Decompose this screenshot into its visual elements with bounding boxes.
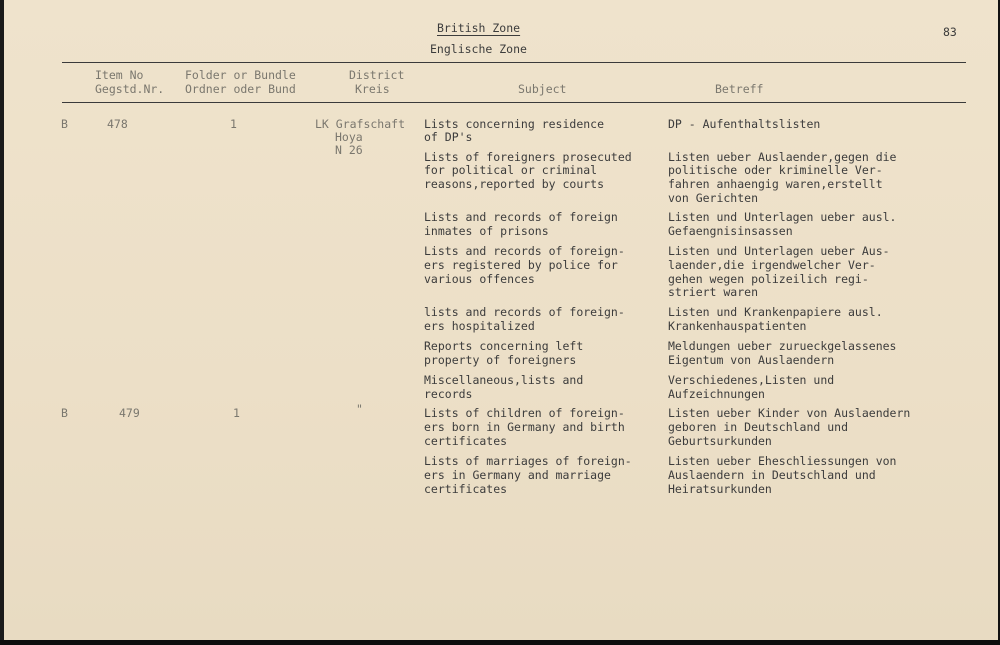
zone-title-en: British Zone bbox=[437, 21, 521, 35]
betreff-line: Listen ueber Auslaender,gegen die bbox=[668, 150, 897, 164]
district-line: Hoya bbox=[335, 130, 363, 144]
betreff-line: DP - Aufenthaltslisten bbox=[668, 117, 821, 131]
betreff-line: politische oder kriminelle Ver- bbox=[668, 163, 883, 177]
district-line: N 26 bbox=[335, 143, 363, 157]
col-item-en: Item No bbox=[95, 68, 144, 82]
subject-line: ers in Germany and marriage bbox=[424, 468, 611, 482]
betreff-line: Eigentum von Auslaendern bbox=[668, 353, 835, 367]
betreff-line: geboren in Deutschland und bbox=[668, 420, 849, 434]
col-district-de: Kreis bbox=[355, 82, 390, 96]
scan-bottom-edge bbox=[0, 640, 1000, 645]
subject-line: records bbox=[424, 387, 473, 401]
betreff-line: Krankenhauspatienten bbox=[668, 319, 807, 333]
subject-line: property of foreigners bbox=[424, 353, 577, 367]
subject-line: lists and records of foreign- bbox=[424, 305, 625, 319]
header-bottom-rule bbox=[62, 102, 966, 103]
subject-line: Lists of foreigners prosecuted bbox=[424, 150, 632, 164]
zone-title-de: Englische Zone bbox=[430, 42, 527, 56]
header-top-rule bbox=[62, 62, 966, 63]
betreff-line: Auslaendern in Deutschland und bbox=[668, 468, 876, 482]
subject-line: Lists concerning residence bbox=[424, 117, 605, 131]
subject-line: Lists of marriages of foreign- bbox=[424, 454, 632, 468]
betreff-line: Aufzeichnungen bbox=[668, 387, 765, 401]
subject-line: ers registered by police for bbox=[424, 258, 618, 272]
item-number: 479 bbox=[119, 406, 140, 420]
subject-line: for political or criminal bbox=[424, 163, 598, 177]
betreff-line: Listen und Krankenpapiere ausl. bbox=[668, 305, 883, 319]
betreff-line: Listen ueber Kinder von Auslaendern bbox=[668, 406, 911, 420]
subject-line: various offences bbox=[424, 272, 535, 286]
district-line: LK Grafschaft bbox=[315, 117, 406, 131]
page-number: 83 bbox=[943, 25, 957, 39]
subject-line: Miscellaneous,lists and bbox=[424, 373, 584, 387]
subject-line: Lists and records of foreign- bbox=[424, 244, 625, 258]
col-betreff: Betreff bbox=[715, 82, 764, 96]
betreff-line: Geburtsurkunden bbox=[668, 434, 772, 448]
folder-number: 1 bbox=[233, 406, 240, 420]
betreff-line: Listen ueber Eheschliessungen von bbox=[668, 454, 897, 468]
subject-line: certificates bbox=[424, 482, 508, 496]
subject-line: Reports concerning left bbox=[424, 339, 584, 353]
betreff-line: fahren anhaengig waren,erstellt bbox=[668, 177, 883, 191]
subject-line: Lists of children of foreign- bbox=[424, 406, 625, 420]
betreff-line: Verschiedenes,Listen und bbox=[668, 373, 835, 387]
entry-prefix: B bbox=[61, 117, 68, 131]
subject-line: ers hospitalized bbox=[424, 319, 535, 333]
subject-line: ers born in Germany and birth bbox=[424, 420, 625, 434]
betreff-line: von Gerichten bbox=[668, 191, 759, 205]
subject-line: of DP's bbox=[424, 130, 473, 144]
subject-line: reasons,reported by courts bbox=[424, 177, 605, 191]
betreff-line: Listen und Unterlagen ueber Aus- bbox=[668, 244, 890, 258]
betreff-line: Listen und Unterlagen ueber ausl. bbox=[668, 210, 897, 224]
col-district-en: District bbox=[349, 68, 405, 82]
document-page bbox=[4, 0, 998, 640]
betreff-line: striert waren bbox=[668, 285, 759, 299]
district-ditto-mark: " bbox=[356, 402, 363, 416]
betreff-line: gehen wegen polizeilich regi- bbox=[668, 272, 869, 286]
folder-number: 1 bbox=[230, 117, 237, 131]
col-folder-en: Folder or Bundle bbox=[185, 68, 296, 82]
betreff-line: Gefaengnisinsassen bbox=[668, 224, 793, 238]
subject-line: certificates bbox=[424, 434, 508, 448]
betreff-line: Heiratsurkunden bbox=[668, 482, 772, 496]
subject-line: inmates of prisons bbox=[424, 224, 549, 238]
betreff-line: laender,die irgendwelcher Ver- bbox=[668, 258, 876, 272]
col-folder-de: Ordner oder Bund bbox=[185, 82, 296, 96]
col-item-de: Gegstd.Nr. bbox=[95, 82, 165, 96]
subject-line: Lists and records of foreign bbox=[424, 210, 618, 224]
item-number: 478 bbox=[107, 117, 128, 131]
col-subject: Subject bbox=[518, 82, 567, 96]
entry-prefix: B bbox=[61, 406, 68, 420]
betreff-line: Meldungen ueber zurueckgelassenes bbox=[668, 339, 897, 353]
